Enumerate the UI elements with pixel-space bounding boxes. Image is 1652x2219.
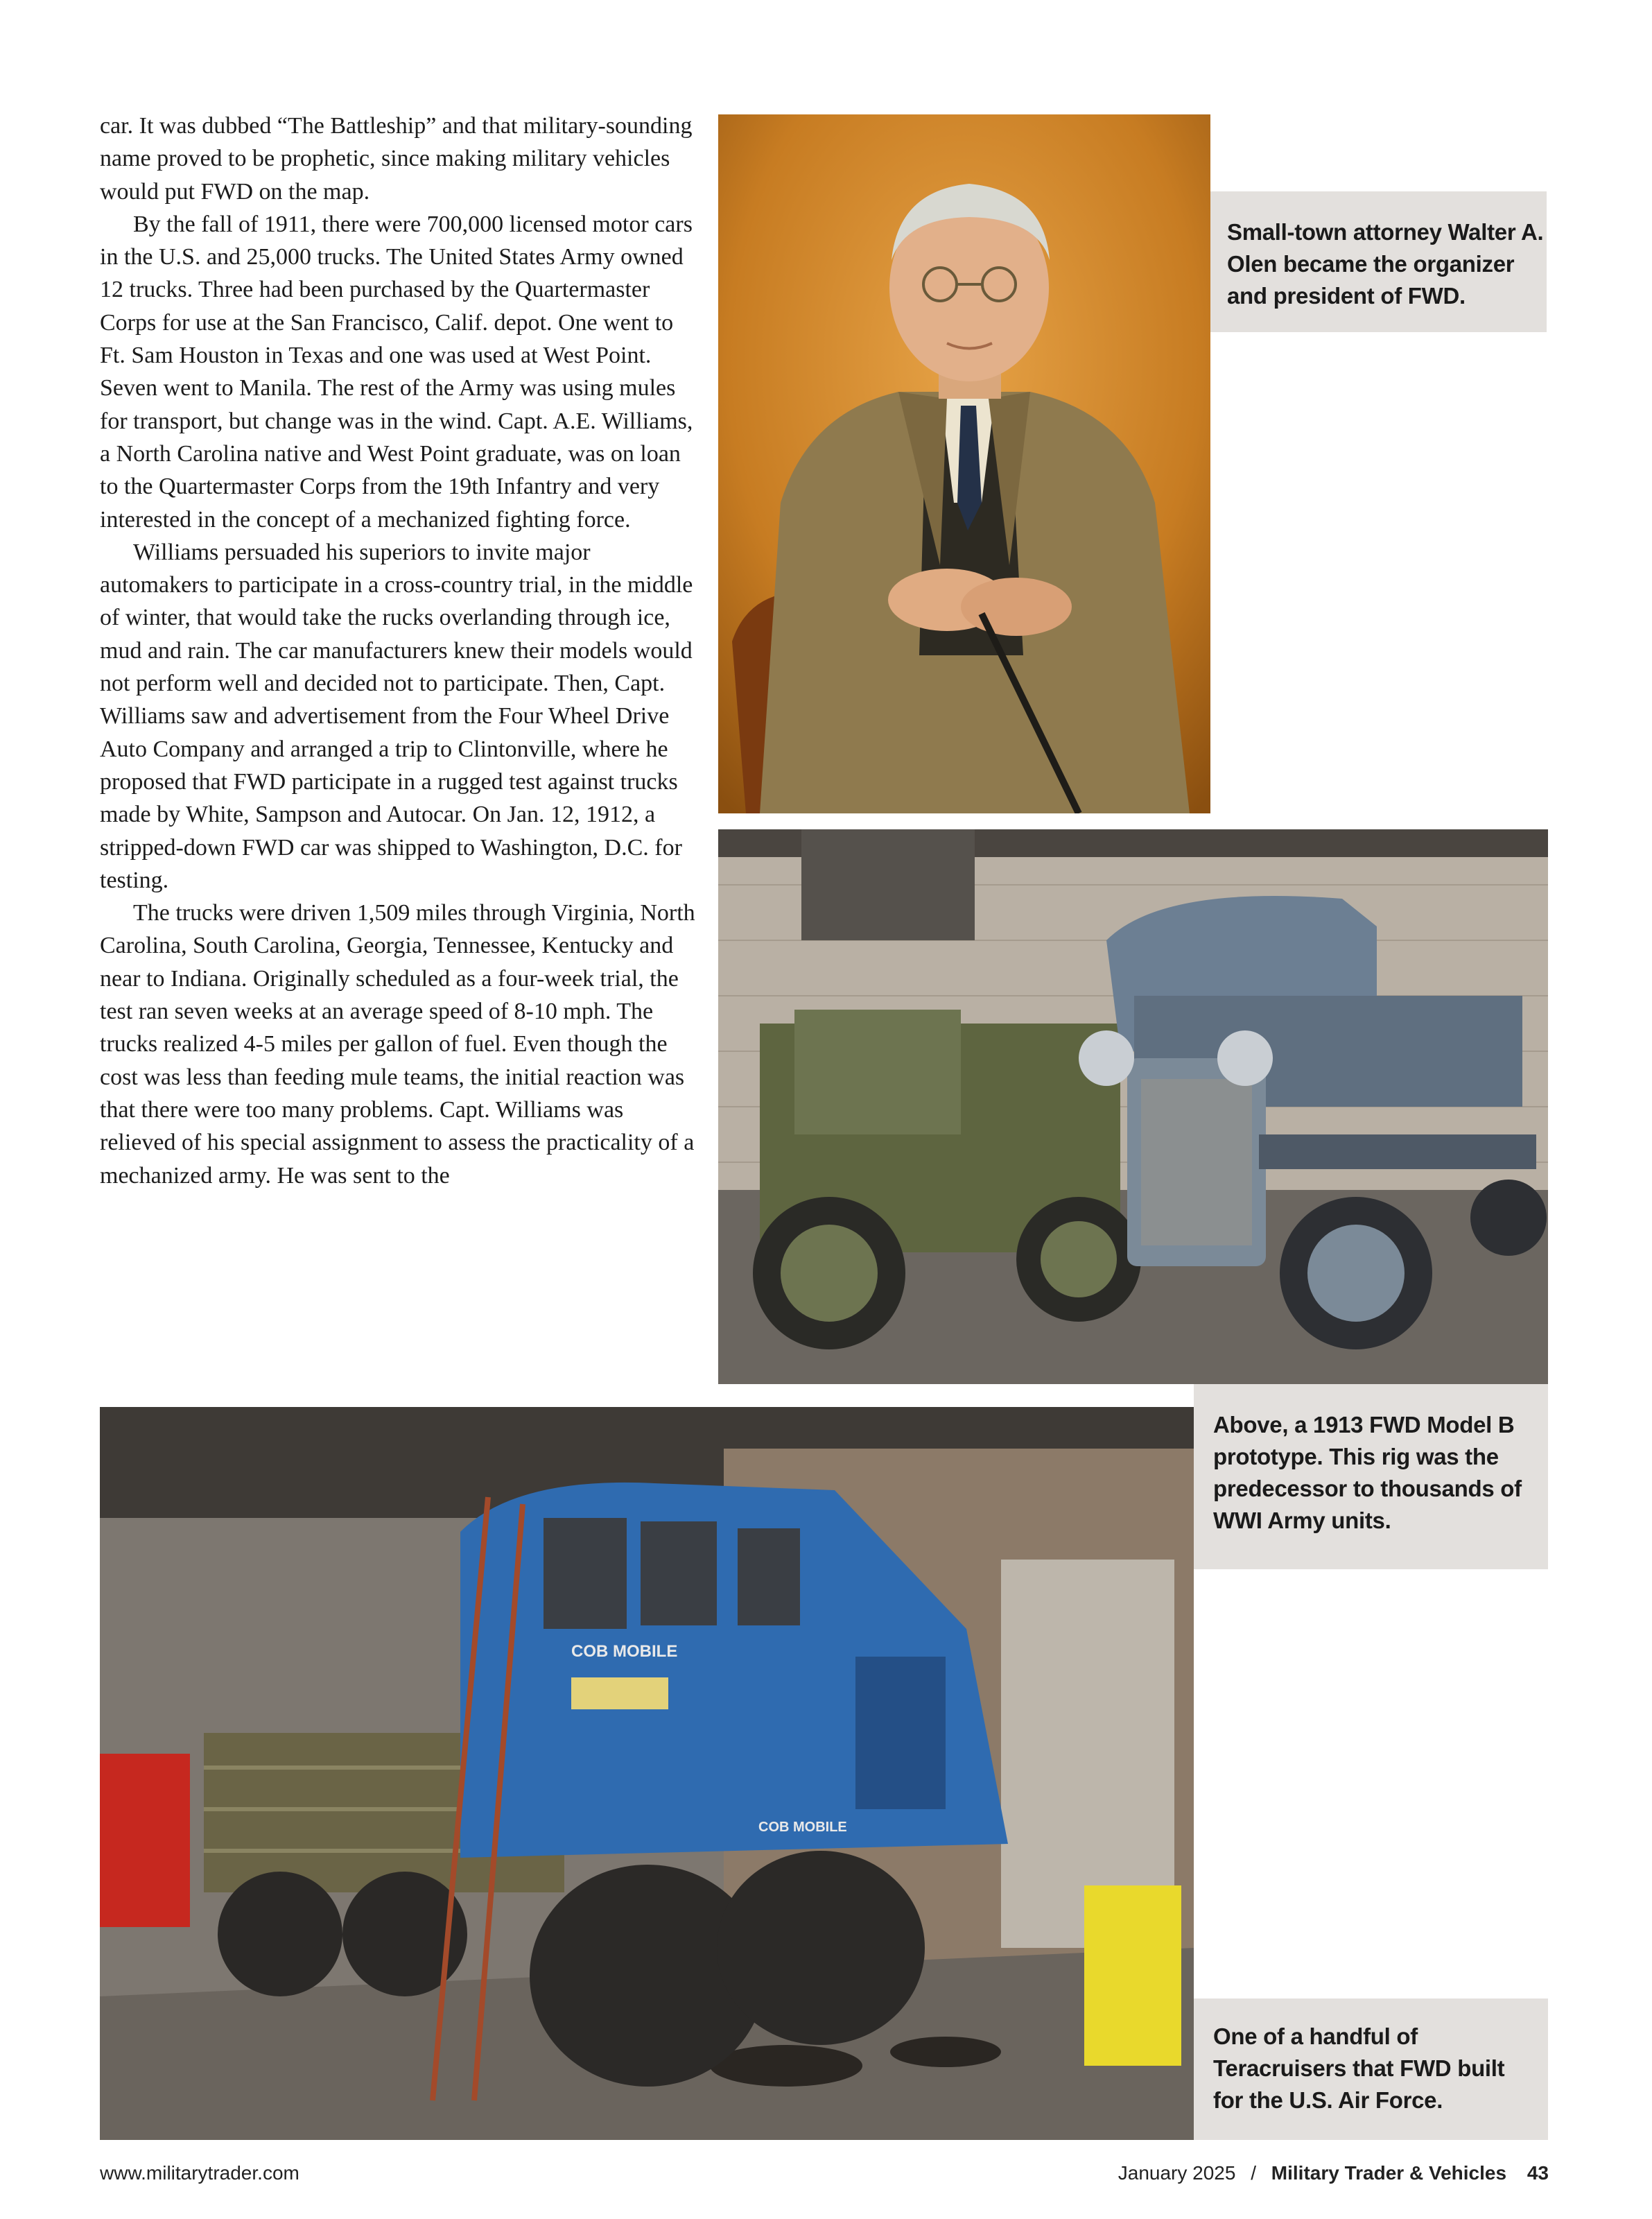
- page-number: 43: [1527, 2162, 1549, 2184]
- cab-name-lower-text: COB MOBILE: [758, 1820, 847, 1835]
- cab-name-text: COB MOBILE: [571, 1642, 678, 1661]
- footer-separator: /: [1251, 2162, 1256, 2184]
- teracruiser-photo: [100, 1407, 1194, 2140]
- footer-right: [1118, 2162, 1549, 2184]
- article-paragraph-2: By the fall of 1911, there were 700,000 licensed motor cars in the U.S. and 25,000 trucks. The United States Army owned 12 trucks. Three had been purchased by the Quartermaster Corps for use at the San Francisco, Calif. depot. One went to Ft. Sam Houston in Texas and one was used at West Point. Seven went to Manila. The rest of the Army was using mules for transport, but change was in the wind. Capt. A.E. Williams, a North Carolina native and West Point graduate, was on loan to the Quartermaster Corps from the 19th Infantry and very interested in the concept of a mechanized fighting force.: [100, 211, 693, 533]
- article-body: [100, 110, 696, 1192]
- page-footer: [100, 2162, 1549, 2190]
- footer-url: www.militarytrader.com: [100, 2162, 299, 2184]
- caption-teracruiser-text: One of a handful of Teracruisers that FWD built for the U.S. Air Force.: [1213, 2023, 1505, 2113]
- portrait-photo: [718, 114, 1210, 813]
- caption-portrait: [1210, 191, 1547, 332]
- footer-publication: Military Trader & Vehicles: [1271, 2162, 1507, 2184]
- caption-portrait-text: Small-town attorney Walter A. Olen became the organizer and president of FWD.: [1227, 219, 1544, 309]
- footer-date: January 2025: [1118, 2162, 1236, 2184]
- caption-teracruiser: [1194, 1998, 1548, 2140]
- caption-model-b: [1194, 1384, 1548, 1569]
- article-paragraph-3: Williams persuaded his superiors to invite major automakers to participate in a cross-country trial, in the middle of winter, that would take the rucks overlanding through ice, mud and rain. The car manufacturers knew their models would not perform well and decided not to participate. Then, Capt. Williams saw and advertisement from the Four Wheel Drive Auto Company and arranged a trip to Clintonville, where he proposed that FWD participate in a rugged test against trucks made by White, Sampson and Autocar. On Jan. 12, 1912, a stripped-down FWD car was shipped to Washington, D.C. for testing.: [100, 539, 693, 893]
- caption-model-b-text: Above, a 1913 FWD Model B prototype. This rig was the predecessor to thousands of WWI Army units.: [1213, 1412, 1522, 1533]
- article-paragraph-4: The trucks were driven 1,509 miles through Virginia, North Carolina, South Carolina, Georgia, Tennessee, Kentucky and near to Indiana. Originally scheduled as a four-week trial, the test ran seven weeks at an average speed of 8-10 mph. The trucks realized 4-5 miles per gallon of fuel. Even though the cost was less than feeding mule teams, the initial reaction was that there were too many problems. Capt. Williams was relieved of his special assignment to assess the practicality of a mechanized army. He was sent to the: [100, 900, 695, 1189]
- model-b-photo: [718, 829, 1548, 1384]
- article-paragraph-1: car. It was dubbed “The Battleship” and that military-sounding name proved to be prophetic, since making military vehicles would put FWD on the map.: [100, 113, 693, 205]
